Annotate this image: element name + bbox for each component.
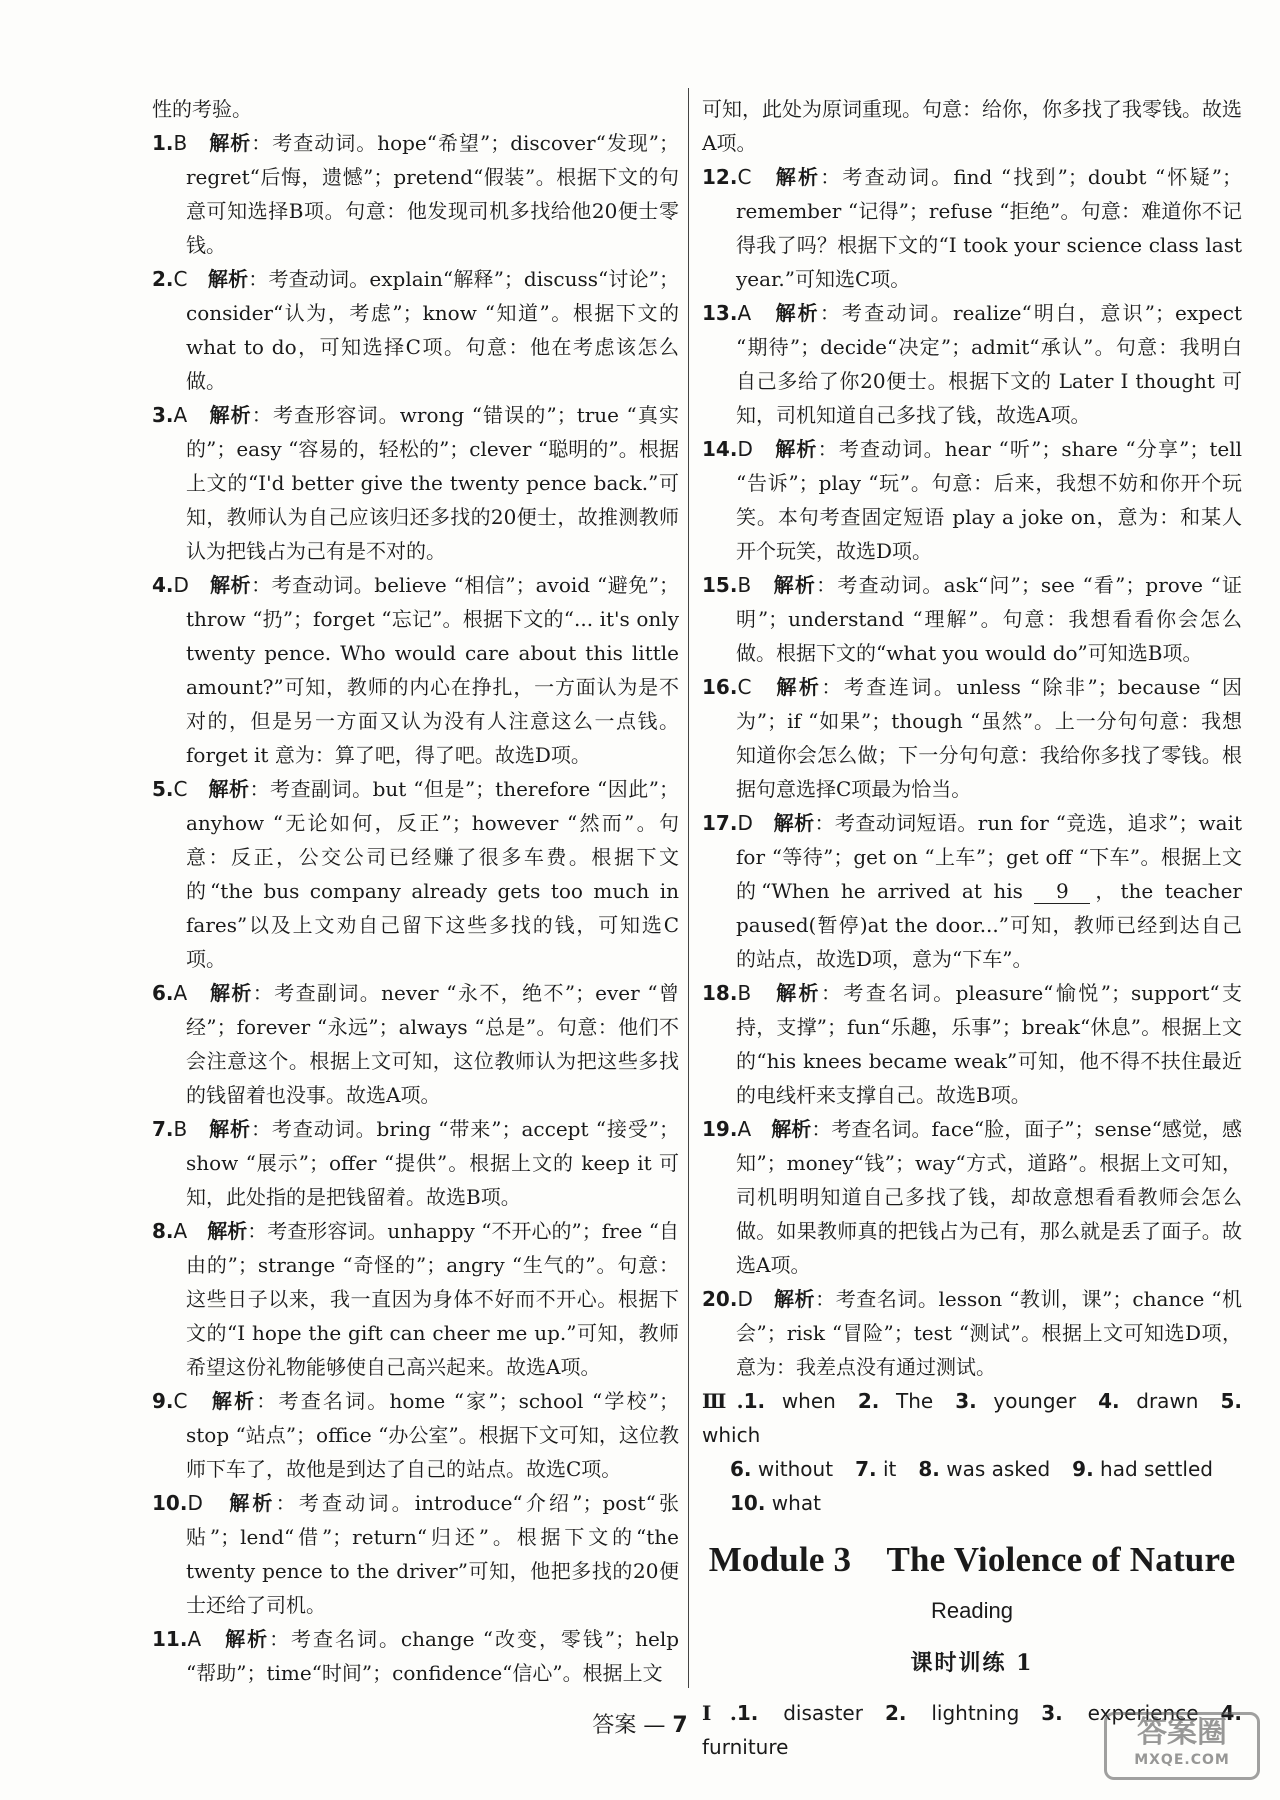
- analysis-label: 解析: [775, 437, 818, 461]
- answer-entry: [152, 1486, 679, 1622]
- watermark-logo: [1104, 1712, 1260, 1780]
- entry-number: 6.: [152, 981, 174, 1005]
- answer-entry: [152, 1214, 679, 1384]
- analysis-label: 解析: [209, 131, 252, 155]
- answer-entry: [152, 1384, 679, 1486]
- answer-entry: [152, 398, 679, 568]
- answer-entry: [152, 1622, 679, 1690]
- fill-number: 1.: [743, 1389, 766, 1413]
- entry-number: 16.: [702, 675, 738, 699]
- entry-text: ：考查动词。explain“解释”；discuss“讨论”；consider“认为，考虑”；know “知道”。根据下文的what to do，可知选择C项。句意：他在考虑该怎么做。: [186, 267, 680, 393]
- fill-number: 4.: [1220, 1701, 1243, 1725]
- entry-answer: A: [737, 301, 752, 325]
- fill-number: 3.: [955, 1389, 977, 1413]
- fill-number: 2.: [857, 1389, 880, 1413]
- entry-number: 14.: [702, 437, 738, 461]
- footer-label: 答案: [592, 1713, 637, 1738]
- analysis-label: 解析: [207, 1219, 248, 1243]
- fill-word: drawn: [1136, 1389, 1199, 1413]
- entry-number: 2.: [152, 267, 174, 291]
- fill-answer: [858, 1389, 933, 1413]
- analysis-label: 解析: [776, 981, 821, 1005]
- answer-entry: [152, 772, 679, 976]
- entry-answer: D: [737, 1287, 753, 1311]
- entry-text: ：考查动词。find “找到”；doubt “怀疑”；remember “记得”；refuse “拒绝”。句意：难道你不记得我了吗？根据下文的“I took your science class last year.”可知选C项。: [736, 165, 1243, 291]
- entry-answer: A: [737, 1117, 752, 1141]
- answer-entry: [702, 1112, 1242, 1282]
- answer-entry-17: [702, 806, 1242, 976]
- entry-number: 10.: [152, 1491, 188, 1515]
- lesson-title: 课时训练 1: [910, 1650, 1034, 1676]
- answer-entry: [152, 1112, 679, 1214]
- fill-word: was asked: [946, 1457, 1051, 1481]
- entry-text: ：考查动词。hear “听”；share “分享”；tell “告诉”；play “玩”。句意：后来，我想不妨和你开个玩笑。本句考查固定短语 play a joke on，意为：和某人开个玩笑，故选D项。: [736, 437, 1243, 563]
- fill-answer: [1072, 1457, 1213, 1481]
- analysis-label: 解析: [208, 777, 250, 801]
- footer-dash: —: [643, 1713, 666, 1738]
- analysis-label: 解析: [775, 301, 820, 325]
- entry-number: 1.: [152, 131, 174, 155]
- entry-number: 13.: [702, 301, 738, 325]
- entry-text-2: ，the teacher paused(暂停)at the door...”可知，教师已经到达自己的站点，故选D项，意为“下车”。: [736, 879, 1242, 971]
- entry-answer: B: [173, 131, 188, 155]
- fill-answer: [955, 1389, 1076, 1413]
- entry-text: ：考查动词。ask“问”；see “看”；prove “证明”；understand “理解”。句意：我想看看你会怎么做。根据下文的“what you would do”可知选B项。: [736, 573, 1243, 665]
- entry-number: 8.: [152, 1219, 174, 1243]
- analysis-label: 解析: [211, 1389, 257, 1413]
- analysis-label: 解析: [776, 675, 822, 699]
- fill-answer: [1098, 1389, 1198, 1413]
- entry-number: 17.: [702, 811, 738, 835]
- fill-number: 10.: [730, 1491, 766, 1515]
- entry-answer: A: [173, 403, 188, 427]
- entry-number: 12.: [702, 165, 738, 189]
- entry-text: ：考查名词。face“脸，面子”；sense“感觉，感知”；money“钱”；way“方式，道路”。根据上文可知，司机明明知道自己多找了钱，却故意想看看教师会怎么做。如果教师真的把钱占为己有，那么就是丢了面子。故选A项。: [736, 1117, 1243, 1277]
- entry-answer: B: [737, 981, 752, 1005]
- answer-entry: [702, 296, 1242, 432]
- analysis-label: 解析: [773, 1287, 816, 1311]
- entry-text: ：考查副词。but “但是”；therefore “因此”；anyhow “无论如何，反正”；however “然而”。句意：反正，公交公司已经赚了很多车费。根据下文的“the bus company already gets too much in fares”以及上文劝自己留下这些多找的钱，可知选C项。: [186, 777, 680, 971]
- fill-answer: [855, 1457, 896, 1481]
- left-entries: [152, 126, 679, 1690]
- entry-text: ：考查名词。home “家”；school “学校”；stop “站点”；office “办公室”。根据下文可知，这位教师下车了，故他是到达了自己的站点。故选C项。: [186, 1389, 680, 1481]
- entry-number: 4.: [152, 573, 174, 597]
- entry-answer: A: [187, 1627, 202, 1651]
- analysis-label: 解析: [773, 573, 817, 597]
- entry-answer: B: [173, 1117, 188, 1141]
- column-divider: [688, 88, 689, 1688]
- answer-entry: [702, 432, 1242, 568]
- entry-text: ：考查连词。unless “除非”；because “因为”；if “如果”；though “虽然”。上一分句句意：我想知道你会怎么做；下一分句句意：我给你多找了零钱。根据句意选择C项最为恰当。: [736, 675, 1243, 801]
- page-number: 7: [672, 1713, 688, 1738]
- right-column: [702, 92, 1242, 1764]
- section-3-answers: [702, 1384, 1242, 1520]
- right-entries-18-20: [702, 976, 1242, 1384]
- blank-9: 9: [1034, 879, 1090, 904]
- fill-number: 2.: [884, 1701, 907, 1725]
- reading-subtitle: Reading: [931, 1598, 1013, 1623]
- section-3-row-3: [702, 1486, 1242, 1520]
- fill-word: disaster: [783, 1701, 863, 1725]
- entry-number: 18.: [702, 981, 738, 1005]
- entry-number: 15.: [702, 573, 738, 597]
- fill-number: 1.: [736, 1701, 759, 1725]
- fill-answer: [730, 1491, 821, 1515]
- section-3-row-1: [702, 1384, 1242, 1452]
- entry-answer: A: [173, 981, 188, 1005]
- fill-number: 8.: [918, 1457, 940, 1481]
- entry-text: ：考查名词。pleasure“愉悦”；support“支持，支撑”；fun“乐趣，乐事”；break“休息”。根据上文的“his knees became weak”可知，他不得不扶住最近的电线杆来支撑自己。故选B项。: [736, 981, 1243, 1107]
- analysis-label: 解析: [209, 1117, 251, 1141]
- entry-text: ：考查副词。never “永不，绝不”；ever “曾经”；forever “永远”；always “总是”。句意：他们不会注意这个。根据上文可知，这位教师认为把这些多找的钱留着也没事。故选A项。: [186, 981, 680, 1107]
- entry-text: ：考查动词。introduce“介绍”；post“张贴”；lend“借”；return“归还”。根据下文的“the twenty pence to the driver”可知，他把多找的20便士还给了司机。: [186, 1491, 679, 1617]
- continuation-text: 可知，此处为原词重现。句意：给你，你多找了我零钱。故选A项。: [702, 97, 1242, 155]
- analysis-label: 解析: [207, 267, 249, 291]
- entry-text: ：考查名词。change “改变，零钱”；help “帮助”；time“时间”；confidence“信心”。根据上文: [186, 1627, 680, 1685]
- analysis-label: 解析: [773, 811, 815, 835]
- answer-entry: [702, 1282, 1242, 1384]
- entry-text: ：考查形容词。wrong “错误的”；true “真实的”；easy “容易的，轻松的”；clever “聪明的”。根据上文的“I'd better give the twenty pence back.”可知，教师认为自己应该归还多找的20便士，故推测教师认为把钱占为己有是不对的。: [186, 403, 680, 563]
- fill-number: 9.: [1072, 1457, 1094, 1481]
- entry-text: ：考查动词。hope“希望”；discover“发现”；regret“后悔，遗憾”；pretend“假装”。根据下文的句意可知选择B项。句意：他发现司机多找给他20便士零钱。: [186, 131, 680, 257]
- fill-word: younger: [993, 1389, 1077, 1413]
- entry-number: 5.: [152, 777, 174, 801]
- fill-number: 5.: [1220, 1389, 1242, 1413]
- fill-word: The: [896, 1389, 934, 1413]
- answer-entry: [152, 126, 679, 262]
- entry-answer: D: [187, 1491, 203, 1515]
- entry-number: 9.: [152, 1389, 174, 1413]
- entry-text: ：考查动词。believe “相信”；avoid “避免”；throw “扔”；forget “忘记”。根据下文的“... it's only twenty pence. Who would care about this little amount?”可知，教师的内心在挣扎，一方面认为是不对的，但是另一方面又认为没有人注意这么一点钱。forget it 意为：算了吧，得了吧。故选D项。: [186, 573, 680, 767]
- analysis-label: 解析: [209, 403, 252, 427]
- fill-word: without: [757, 1457, 834, 1481]
- fill-word: when: [781, 1389, 836, 1413]
- entry-answer: B: [737, 573, 752, 597]
- analysis-label: 解析: [210, 981, 253, 1005]
- entry-text: ：考查名词。lesson “教训，课”；chance “机会”；risk “冒险”；test “测试”。根据上文可知选D项，意为：我差点没有通过测试。: [736, 1287, 1243, 1379]
- watermark-text: 答案圈: [1137, 1715, 1227, 1750]
- answer-entry: [702, 160, 1242, 296]
- analysis-label: 解析: [225, 1627, 270, 1651]
- entry-answer: C: [173, 777, 188, 801]
- answer-entry: [702, 568, 1242, 670]
- entry-answer: C: [737, 675, 752, 699]
- answer-entry: [702, 976, 1242, 1112]
- entry-number: 7.: [152, 1117, 174, 1141]
- right-entries-12-16: [702, 160, 1242, 806]
- section-3-row-2: [702, 1452, 1242, 1486]
- fill-word: which: [702, 1423, 761, 1447]
- entry-answer: A: [173, 1219, 188, 1243]
- entry-answer: C: [173, 1389, 188, 1413]
- fill-number: 4.: [1098, 1389, 1120, 1413]
- entry-answer: D: [173, 573, 189, 597]
- answer-entry: [152, 568, 679, 772]
- fill-word: furniture: [702, 1735, 789, 1759]
- fill-answer: [744, 1389, 836, 1413]
- fill-word: what: [771, 1491, 821, 1515]
- analysis-label: 解析: [775, 165, 821, 189]
- section-numeral: Ⅲ.: [702, 1389, 744, 1413]
- analysis-label: 解析: [210, 573, 252, 597]
- watermark-url: MXQE.COM: [1134, 1752, 1230, 1768]
- entry-number: 20.: [702, 1287, 738, 1311]
- entry-answer: C: [173, 267, 188, 291]
- entry-number: 11.: [152, 1627, 188, 1651]
- intro-text: 性的考验。: [152, 97, 252, 121]
- fill-answer: [730, 1457, 833, 1481]
- answer-entry: [152, 976, 679, 1112]
- entry-answer: C: [737, 165, 752, 189]
- fill-word: had settled: [1100, 1457, 1213, 1481]
- entry-text: ：考查动词短语。run for “竞选，追求”；wait for “等待”；get on “上车”；get off “下车”。根据上文的“When he arrived at his: [736, 811, 1243, 903]
- section-numeral: Ⅰ.: [702, 1701, 737, 1725]
- analysis-label: 解析: [229, 1491, 276, 1515]
- fill-number: 3.: [1041, 1701, 1063, 1725]
- entry-text: ：考查动词。bring “带来”；accept “接受”；show “展示”；offer “提供”。根据上文的 keep it 可知，此处指的是把钱留着。故选B项。: [186, 1117, 680, 1209]
- entry-answer: D: [737, 811, 753, 835]
- entry-number: 19.: [702, 1117, 738, 1141]
- page-footer: [0, 1708, 1280, 1739]
- entry-answer: D: [737, 437, 753, 461]
- entry-number: 3.: [152, 403, 174, 427]
- entry-text: ：考查形容词。unhappy “不开心的”；free “自由的”；strange “奇怪的”；angry “生气的”。句意：这些日子以来，我一直因为身体不好而不开心。根据下文的“I hope the gift can cheer me up.”可知，教师希望这份礼物能够使自己高兴起来。故选A项。: [186, 1219, 679, 1379]
- answer-entry: [152, 262, 679, 398]
- fill-number: 6.: [730, 1457, 752, 1481]
- module-title: Module 3 The Violence of Nature: [708, 1540, 1236, 1579]
- fill-word: lightning: [931, 1701, 1020, 1725]
- fill-word: experience: [1087, 1701, 1199, 1725]
- fill-answer: [918, 1457, 1050, 1481]
- entry-text: ：考查动词。realize“明白，意识”；expect “期待”；decide“决定”；admit“承认”。句意：我明白自己多给了你20便士。根据下文的 Later I thought 可知，司机知道自己多找了钱，故选A项。: [736, 301, 1243, 427]
- analysis-label: 解析: [771, 1117, 812, 1141]
- answer-entry: [702, 670, 1242, 806]
- fill-word: it: [882, 1457, 897, 1481]
- left-column: [152, 92, 679, 1690]
- fill-number: 7.: [855, 1457, 877, 1481]
